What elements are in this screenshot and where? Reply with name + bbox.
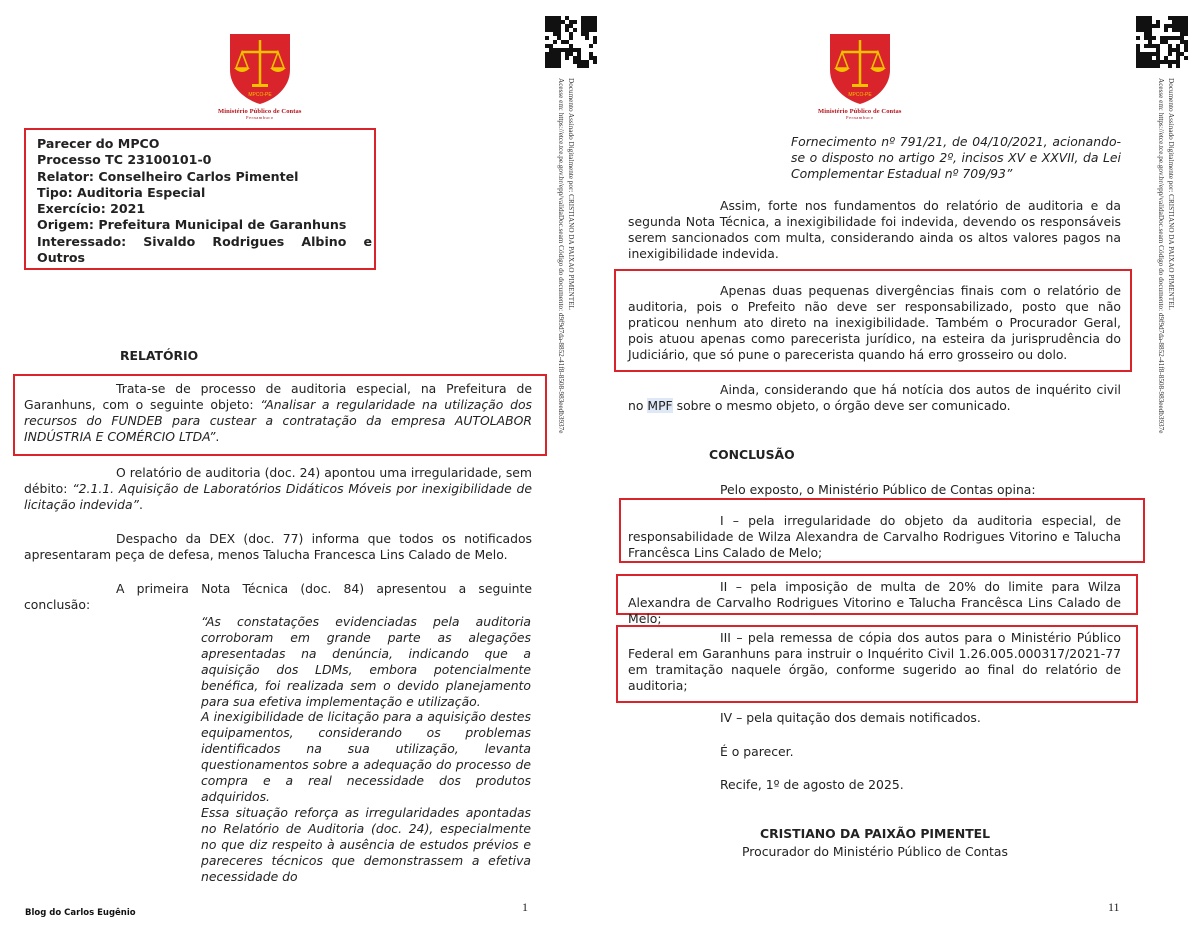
signature-sidebar: [1156, 78, 1176, 498]
technical-note-quote: [201, 614, 531, 884]
blog-credit: Blog do Carlos Eugênio: [25, 908, 136, 918]
signer-title: Procurador do Ministério Público de Contas: [742, 844, 1008, 859]
org-name: Ministério Público de Contas: [818, 108, 902, 115]
header-line: Parecer do MPCO: [37, 136, 160, 151]
paragraph-object: Trata-se de processo de auditoria especial, na Prefeitura de Garanhuns, com o seguinte objeto: “Analisar a regularidade na utilização dos recursos do FUNDEB para custear a contratação da empresa AUTOLABOR INDÚSTRIA E COMÉRCIO LTDA”.: [24, 381, 533, 444]
qr-code-icon: [545, 16, 597, 68]
conclusion-item-2: II – pela imposição de multa de 20% do limite para Wilza Alexandra de Carvalho Rodrigues Vitorino e Talucha Francêsca Lins Calado de Melo;: [628, 579, 1121, 626]
document-page-right: [600, 0, 1200, 928]
signature-line-2: Acesse em: https://etce.tce.pe.gov.br/epp/validaDoc.seam Código do documento: d9f9d7da-8852-41f8-8508-983eedb3937e: [557, 78, 565, 434]
org-sub: Pernambuco: [246, 115, 274, 120]
header-line: Origem: Prefeitura Municipal de Garanhuns: [37, 217, 347, 233]
quote-continuation: Fornecimento nº 791/21, de 04/10/2021, acionando-se o disposto no artigo 2º, incisos XV e XXVII, da Lei Complementar Estadual nº 709/93”: [791, 134, 1121, 181]
seal-text: MPCO-PE: [848, 92, 872, 98]
irregularity-quote: “2.1.1. Aquisição de Laboratórios Didáticos Móveis por inexigibilidade de licitação indevida”: [24, 480, 532, 512]
shield-emblem-icon: [824, 30, 896, 106]
section-title-relatorio: RELATÓRIO: [120, 348, 199, 363]
quote-paragraph: “As constatações evidenciadas pela auditoria corroboram em grande parte as alegações apresentadas na denúncia, indicando que a aquisição dos LDMs, embora potencialmente benéfica, foi realizada sem o devido planejamento para sua efetiva implementação e utilização.: [201, 614, 531, 709]
section-title-conclusao: CONCLUSÃO: [709, 447, 795, 462]
object-quote: “Analisar a regularidade na utilização dos recursos do FUNDEB para custear a contratação da empresa AUTOLABOR INDÚSTRIA E COMÉRCIO LTDA”: [24, 396, 533, 444]
signature-line-1: Documento Assinado Digitalmente por: CRISTIANO DA PAIXAO PIMENTEL: [1167, 78, 1175, 310]
page-number: 1: [522, 900, 528, 914]
header-line: Tipo: Auditoria Especial: [37, 184, 206, 200]
paragraph-assim: Assim, forte nos fundamentos do relatório de auditoria e da segunda Nota Técnica, a inexigibilidade foi indevida, devendo os responsáveis serem sancionados com multa, considerando ainda os altos valores pagos na inexigibilidade indevida.: [628, 198, 1121, 261]
signature-line-2: Acesse em: https://etce.tce.pe.gov.br/epp/validaDoc.seam Código do documento: d9f9d7da-8852-41f8-8508-983eedb3937e: [1157, 78, 1165, 434]
header-line: Exercício: 2021: [37, 201, 146, 217]
signature-sidebar: [556, 78, 576, 498]
shield-emblem-icon: [224, 30, 296, 106]
org-name: Ministério Público de Contas: [218, 108, 302, 115]
quote-paragraph: Essa situação reforça as irregularidades apontadas no Relatório de Auditoria (doc. 24), especialmente no que diz respeito à ausência de estudos prévios e pareceres técnicos que demonstrassem a efetiva necessidade do: [201, 804, 531, 884]
paragraph-divergences: Apenas duas pequenas divergências finais com o relatório de auditoria, pois o Prefeito não deve ser responsabilizado, posto que não praticou nenhum ato direto na inexigibilidade. Também o Procurador Geral, pois atuou apenas como parecerista jurídico, na esteira da jurisprudência do Judiciário, que só pune o parecerista quando há erro grosseiro ou dolo.: [628, 283, 1121, 362]
conclusion-item-4: IV – pela quitação dos demais notificados.: [720, 710, 981, 725]
paragraph-technical-note: A primeira Nota Técnica (doc. 84) apresentou a seguinte conclusão:: [24, 581, 532, 612]
header-line: Processo TC 23100101-0: [37, 152, 212, 168]
conclusion-item-3: III – pela remessa de cópia dos autos para o Ministério Público Federal em Garanhuns para instruir o Inquérito Civil 1.26.005.000317/2021-77 em tramitação naquele órgão, conforme sugerido ao final do relatório de auditoria;: [628, 630, 1121, 693]
paragraph-audit-report: O relatório de auditoria (doc. 24) apontou uma irregularidade, sem débito: “2.1.1. Aquisição de Laboratórios Didáticos Móveis por inexigibilidade de licitação indevida”.: [24, 465, 532, 512]
signer-name: CRISTIANO DA PAIXÃO PIMENTEL: [759, 826, 991, 841]
document-date: Recife, 1º de agosto de 2025.: [720, 777, 904, 792]
org-sub: Pernambuco: [846, 115, 874, 120]
closing-line: É o parecer.: [720, 744, 794, 759]
mpco-logo: [818, 30, 902, 120]
paragraph-opina: Pelo exposto, o Ministério Público de Contas opina:: [720, 482, 1036, 497]
page-number: 11: [1108, 900, 1120, 914]
paragraph-mpf: Ainda, considerando que há notícia dos autos de inquérito civil no MPF sobre o mesmo objeto, o órgão deve ser comunicado.: [628, 382, 1121, 413]
process-header: [37, 136, 372, 266]
mpf-highlight: MPF: [647, 397, 673, 413]
qr-code-icon: [1136, 16, 1188, 68]
seal-text: MPCO-PE: [248, 92, 272, 98]
conclusion-item-1: I – pela irregularidade do objeto da auditoria especial, de responsabilidade de Wilza Alexandra de Carvalho Rodrigues Vitorino e Talucha Francêsca Lins Calado de Melo;: [628, 513, 1121, 560]
header-line: Interessado: Sivaldo Rodrigues Albino e Outros: [37, 233, 372, 266]
mpco-logo: [218, 30, 302, 120]
signature-line-1: Documento Assinado Digitalmente por: CRISTIANO DA PAIXAO PIMENTEL: [567, 78, 575, 310]
paragraph-dex-dispatch: Despacho da DEX (doc. 77) informa que todos os notificados apresentaram peça de defesa, menos Talucha Francesca Lins Calado de Melo.: [24, 531, 532, 562]
header-line: Relator: Conselheiro Carlos Pimentel: [37, 168, 299, 184]
quote-paragraph: A inexigibilidade de licitação para a aquisição destes equipamentos, considerando os problemas identificados na sua utilização, levanta questionamentos sobre a adequação do processo de compra e a real necessidade dos produtos adquiridos.: [201, 709, 531, 804]
